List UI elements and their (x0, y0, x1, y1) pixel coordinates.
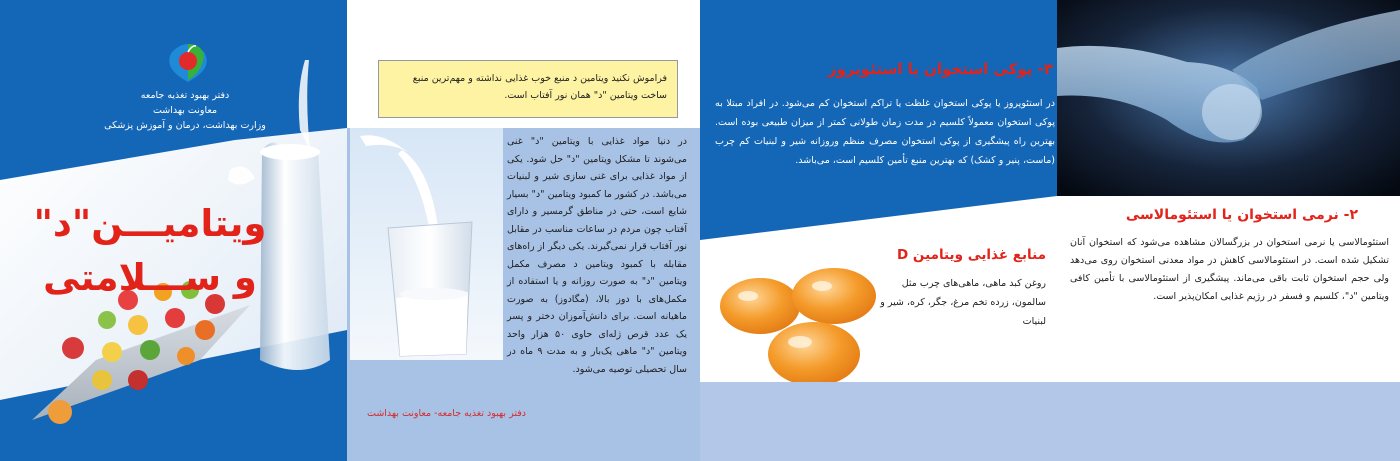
vitamin-d-sources-title: منابع غذایی ویتامین D (897, 247, 1046, 263)
cover-panel (0, 0, 347, 461)
egg-yolks (718, 262, 890, 390)
org-line-2: معاونت بهداشت (152, 105, 218, 116)
osteoporosis-body: در استئوپروز یا پوکی استخوان غلظت یا تراکم استخوان کم می‌شود. در افراد مبتلا به پوکی استخوان معمولاً کلسیم در مدت زمان طولانی کمتر از میزان طبیعی بوده است. بهترین راه پیشگیری از پوکی استخوان مصرف منظم وروزانه شیر و لبنیات کم چرب (ماست، پنیر و کشک) که بهترین منبع تأمین کلسیم است، می‌باشد. (715, 98, 1055, 166)
logo-icon (162, 34, 214, 84)
right-panel (700, 0, 1400, 461)
image-spacer (347, 133, 507, 360)
vitamin-d-paragraph: در دنیا مواد غذایی با ویتامین "د" غنی می‌شوند تا مشکل ویتامین "د" حل شود. یکی از مواد غذایی برای غنی سازی شیر و لبنیات می‌باشد. در کشور ما کمبود ویتامین "د" بسیار شایع است، حتی در مناطق گرمسیر و دارای آفتاب چون مردم در ساعات مناسب در مقابل نور آفتاب قرار نمی‌گیرند. یکی دیگر از راه‌های مقابله با کمبود ویتامین د مصرف مکمل ویتامین "د" به صورت روزانه و یا استفاده از مکمل‌های با دوز بالا، (مگادوز) به صورت ماهیانه است. برای دانش‌آموزان دختر و پسر یک عدد قرص ژله‌ای حاوی ۵۰ هزار واحد ویتامین "د" ماهی یک‌بار و به مدت ۹ ماه در سال تحصیلی توصیه می‌شود. (507, 136, 687, 375)
cover-title-line-2: و ســـلامتی (43, 256, 257, 299)
cover-title-line-1: ویتامیـــن"د" (33, 202, 267, 245)
middle-panel (347, 0, 700, 461)
bottom-band (700, 382, 1400, 461)
vitamin-d-sources-body: روغن کبد ماهی، ماهی‌های چرب مثل سالمون، زرده تخم مرغ، جگر، کره، شیر و لبنیات (880, 278, 1046, 327)
note-box: فراموش نکنید ویتامین د منبع خوب غذایی نداشته و مهم‌ترین منبع ساخت ویتامین "د" همان نور آفتاب است. (378, 60, 678, 118)
xray-image (1057, 0, 1400, 196)
osteoporosis-title: ۳- پوکی استخوان یا استئوپروز (827, 60, 1053, 78)
org-name (60, 88, 310, 133)
cover-title (20, 197, 280, 305)
vitamin-d-body (347, 133, 700, 403)
credit-line: دفتر بهبود تغذیه جامعه- معاونت بهداشت (367, 408, 526, 419)
org-line-1: دفتر بهبود تغذیه جامعه (140, 90, 230, 101)
osteomalacia-body: استئومالاسی یا نرمی استخوان در بزرگسالان مشاهده می‌شود که استخوان آنان تشکیل شده است. در استئومالاسی کاهش در مواد معدنی استخوان روی می‌دهد ولی حجم استخوان ثابت باقی می‌ماند. پیشگیری از استئومالاسی با تأمین کافی ویتامین "د"، کلسیم و فسفر در رژیم غذایی امکان‌پذیر است. (1070, 237, 1389, 302)
osteomalacia-title: ۲- نرمی استخوان یا استئومالاسی (1125, 207, 1358, 223)
org-line-3: وزارت بهداشت، درمان و آموزش پزشکی (104, 120, 266, 131)
